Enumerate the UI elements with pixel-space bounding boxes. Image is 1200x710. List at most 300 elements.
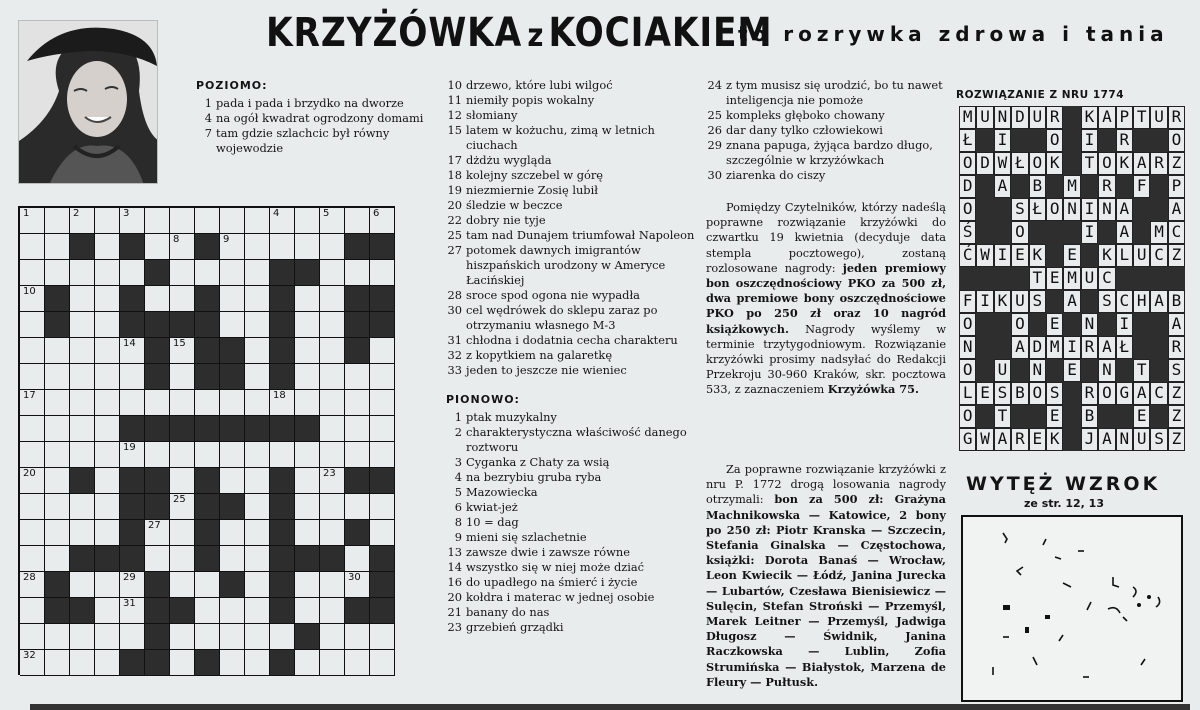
grid-cell[interactable] xyxy=(245,468,270,494)
grid-cell[interactable] xyxy=(220,442,245,468)
grid-cell[interactable] xyxy=(95,442,120,468)
grid-cell[interactable] xyxy=(295,572,320,598)
grid-cell[interactable] xyxy=(70,572,95,598)
grid-cell[interactable] xyxy=(170,442,195,468)
grid-cell[interactable] xyxy=(220,598,245,624)
grid-block xyxy=(170,312,195,338)
grid-cell[interactable] xyxy=(95,572,120,598)
cell-number: 28 xyxy=(23,572,36,583)
grid-cell[interactable] xyxy=(145,546,170,572)
solution-letter: K xyxy=(1029,244,1046,267)
grid-cell[interactable] xyxy=(45,650,70,676)
grid-block xyxy=(270,520,295,546)
grid-cell[interactable] xyxy=(245,390,270,416)
grid-cell[interactable] xyxy=(45,468,70,494)
grid-cell[interactable] xyxy=(145,520,170,546)
solution-block xyxy=(1150,405,1167,428)
grid-cell[interactable] xyxy=(220,520,245,546)
cell-number: 20 xyxy=(23,468,36,479)
grid-cell[interactable] xyxy=(220,624,245,650)
wytez-subtitle: ze str. 12, 13 xyxy=(1024,497,1104,510)
grid-cell[interactable] xyxy=(70,364,95,390)
grid-block xyxy=(195,650,220,676)
grid-cell[interactable] xyxy=(245,208,270,234)
grid-cell[interactable] xyxy=(270,234,295,260)
grid-cell[interactable] xyxy=(220,312,245,338)
grid-cell[interactable] xyxy=(120,390,145,416)
solution-letter: K xyxy=(1046,152,1063,175)
grid-cell[interactable] xyxy=(245,442,270,468)
grid-cell[interactable] xyxy=(295,598,320,624)
grid-cell[interactable] xyxy=(20,468,45,494)
grid-cell[interactable] xyxy=(120,364,145,390)
grid-cell[interactable] xyxy=(20,572,45,598)
grid-cell[interactable] xyxy=(320,650,345,676)
grid-cell[interactable] xyxy=(20,234,45,260)
grid-block xyxy=(345,286,370,312)
grid-cell[interactable] xyxy=(170,234,195,260)
grid-cell[interactable] xyxy=(95,468,120,494)
grid-block xyxy=(120,312,145,338)
grid-block xyxy=(345,598,370,624)
grid-cell[interactable] xyxy=(295,494,320,520)
solution-block xyxy=(994,267,1011,290)
grid-cell[interactable] xyxy=(95,520,120,546)
grid-cell[interactable] xyxy=(170,260,195,286)
grid-cell[interactable] xyxy=(70,338,95,364)
subtitle: to rozrywka zdrowa i tania xyxy=(738,22,1169,46)
grid-block xyxy=(145,494,170,520)
grid-cell[interactable] xyxy=(370,520,395,546)
grid-cell[interactable] xyxy=(345,390,370,416)
grid-cell[interactable] xyxy=(20,520,45,546)
solution-letter: M xyxy=(959,106,976,129)
grid-cell[interactable] xyxy=(20,624,45,650)
grid-cell[interactable] xyxy=(70,416,95,442)
grid-cell[interactable] xyxy=(20,312,45,338)
grid-cell[interactable] xyxy=(320,390,345,416)
clue-number: 7 xyxy=(204,126,212,140)
grid-block xyxy=(45,312,70,338)
grid-cell[interactable] xyxy=(320,208,345,234)
grid-cell[interactable] xyxy=(295,442,320,468)
grid-cell[interactable] xyxy=(170,208,195,234)
grid-cell[interactable] xyxy=(245,338,270,364)
grid-cell[interactable] xyxy=(45,442,70,468)
grid-cell[interactable] xyxy=(195,572,220,598)
solution-block xyxy=(1046,290,1063,313)
grid-cell[interactable] xyxy=(45,260,70,286)
grid-cell[interactable] xyxy=(70,494,95,520)
grid-cell[interactable] xyxy=(220,390,245,416)
grid-cell[interactable] xyxy=(245,494,270,520)
grid-cell[interactable] xyxy=(345,650,370,676)
grid-cell[interactable] xyxy=(20,364,45,390)
grid-block xyxy=(120,234,145,260)
grid-cell[interactable] xyxy=(345,208,370,234)
grid-cell[interactable] xyxy=(95,286,120,312)
grid-cell[interactable] xyxy=(245,520,270,546)
clue-number: 10 xyxy=(447,78,462,92)
clue-text: kołdra i materac w jednej osobie xyxy=(466,590,655,604)
solution-block xyxy=(1081,175,1098,198)
cell-number: 6 xyxy=(373,208,380,219)
grid-cell[interactable] xyxy=(295,364,320,390)
solution-letter: M xyxy=(1046,336,1063,359)
solution-block xyxy=(1098,405,1115,428)
grid-cell[interactable] xyxy=(345,624,370,650)
solution-letter: G xyxy=(1116,382,1133,405)
clue-item xyxy=(446,198,702,213)
grid-cell[interactable] xyxy=(370,364,395,390)
grid-cell[interactable] xyxy=(70,286,95,312)
solution-letter: U xyxy=(1133,428,1150,451)
solution-letter: O xyxy=(1046,129,1063,152)
grid-cell[interactable] xyxy=(70,260,95,286)
cell-number: 1 xyxy=(23,208,30,219)
grid-cell[interactable] xyxy=(45,494,70,520)
grid-cell[interactable] xyxy=(295,468,320,494)
grid-cell[interactable] xyxy=(320,416,345,442)
solution-letter: N xyxy=(1081,313,1098,336)
grid-cell[interactable] xyxy=(20,546,45,572)
grid-cell[interactable] xyxy=(245,624,270,650)
grid-cell[interactable] xyxy=(195,624,220,650)
clue-item xyxy=(446,515,702,530)
clue-number: 20 xyxy=(447,590,462,604)
grid-cell[interactable] xyxy=(245,572,270,598)
grid-block xyxy=(295,260,320,286)
clue-item xyxy=(446,93,702,108)
clue-item xyxy=(446,500,702,515)
clue-item xyxy=(706,78,946,108)
grid-cell[interactable] xyxy=(295,338,320,364)
solution-letter: L xyxy=(1116,244,1133,267)
grid-cell[interactable] xyxy=(370,260,395,286)
grid-block xyxy=(345,520,370,546)
clue-text: drzewo, które lubi wilgoć xyxy=(466,78,613,92)
solution-block xyxy=(1063,382,1080,405)
grid-cell[interactable] xyxy=(45,208,70,234)
grid-cell[interactable] xyxy=(170,338,195,364)
clue-number: 5 xyxy=(454,485,462,499)
clue-text: śledzie w beczce xyxy=(466,198,563,212)
grid-cell[interactable] xyxy=(20,416,45,442)
grid-cell[interactable] xyxy=(320,286,345,312)
solution-block xyxy=(1150,175,1167,198)
cell-number: 5 xyxy=(323,208,330,219)
grid-cell[interactable] xyxy=(70,520,95,546)
solution-letter: I xyxy=(994,129,1011,152)
grid-cell[interactable] xyxy=(245,260,270,286)
grid-cell[interactable] xyxy=(295,312,320,338)
grid-cell[interactable] xyxy=(170,520,195,546)
grid-cell[interactable] xyxy=(145,286,170,312)
solution-letter: K xyxy=(1081,106,1098,129)
grid-block xyxy=(120,416,145,442)
grid-cell[interactable] xyxy=(195,208,220,234)
grid-cell[interactable] xyxy=(220,208,245,234)
grid-cell[interactable] xyxy=(370,624,395,650)
grid-cell[interactable] xyxy=(145,208,170,234)
solution-letter: A xyxy=(1150,290,1167,313)
clue-text: Cyganka z Chaty za wsią xyxy=(466,455,610,469)
grid-cell[interactable] xyxy=(370,208,395,234)
clue-item xyxy=(446,470,702,485)
solution-letter: A xyxy=(994,428,1011,451)
solution-letter: P xyxy=(1116,106,1133,129)
grid-cell[interactable] xyxy=(320,364,345,390)
grid-cell[interactable] xyxy=(245,650,270,676)
grid-cell[interactable] xyxy=(220,260,245,286)
grid-cell[interactable] xyxy=(270,208,295,234)
grid-cell[interactable] xyxy=(120,624,145,650)
solution-letter: Ł xyxy=(959,129,976,152)
grid-cell[interactable] xyxy=(370,442,395,468)
solution-block xyxy=(1011,359,1028,382)
clue-text: do upadłego na śmierć i życie xyxy=(466,575,638,589)
grid-cell[interactable] xyxy=(320,442,345,468)
grid-cell[interactable] xyxy=(370,494,395,520)
grid-cell[interactable] xyxy=(245,234,270,260)
solution-letter: A xyxy=(1011,336,1028,359)
clue-number: 24 xyxy=(707,78,722,92)
grid-cell[interactable] xyxy=(345,416,370,442)
grid-cell[interactable] xyxy=(245,312,270,338)
grid-block xyxy=(320,546,345,572)
clue-number: 1 xyxy=(454,410,462,424)
grid-cell[interactable] xyxy=(220,546,245,572)
solution-letter: K xyxy=(1098,244,1115,267)
clue-item xyxy=(446,575,702,590)
grid-cell[interactable] xyxy=(120,208,145,234)
grid-cell[interactable] xyxy=(45,624,70,650)
solution-letter: A xyxy=(1133,382,1150,405)
grid-cell[interactable] xyxy=(295,208,320,234)
grid-cell[interactable] xyxy=(20,494,45,520)
grid-cell[interactable] xyxy=(95,260,120,286)
grid-cell[interactable] xyxy=(95,390,120,416)
grid-cell[interactable] xyxy=(345,572,370,598)
grid-cell[interactable] xyxy=(145,234,170,260)
grid-cell[interactable] xyxy=(20,390,45,416)
grid-block xyxy=(270,494,295,520)
grid-cell[interactable] xyxy=(20,598,45,624)
grid-cell[interactable] xyxy=(95,624,120,650)
grid-cell[interactable] xyxy=(295,650,320,676)
solution-letter: L xyxy=(959,382,976,405)
clue-number: 15 xyxy=(447,123,462,137)
grid-cell[interactable] xyxy=(170,572,195,598)
grid-cell[interactable] xyxy=(320,312,345,338)
solution-block xyxy=(1011,405,1028,428)
grid-cell[interactable] xyxy=(45,364,70,390)
grid-cell[interactable] xyxy=(95,598,120,624)
grid-cell[interactable] xyxy=(120,442,145,468)
grid-cell[interactable] xyxy=(320,338,345,364)
grid-cell[interactable] xyxy=(345,442,370,468)
grid-cell[interactable] xyxy=(195,442,220,468)
solution-letter: I xyxy=(994,244,1011,267)
grid-cell[interactable] xyxy=(95,234,120,260)
grid-cell[interactable] xyxy=(345,260,370,286)
grid-block xyxy=(345,338,370,364)
grid-block xyxy=(195,234,220,260)
grid-cell[interactable] xyxy=(95,338,120,364)
grid-cell[interactable] xyxy=(95,364,120,390)
grid-cell[interactable] xyxy=(45,338,70,364)
solution-letter: B xyxy=(1029,175,1046,198)
grid-cell[interactable] xyxy=(345,546,370,572)
grid-cell[interactable] xyxy=(120,572,145,598)
grid-cell[interactable] xyxy=(20,650,45,676)
grid-cell[interactable] xyxy=(295,520,320,546)
clue-text: tam gdzie szlachcic był równy wojewodzie xyxy=(216,126,390,155)
grid-cell[interactable] xyxy=(220,468,245,494)
solution-letter: E xyxy=(1011,244,1028,267)
crossword-grid xyxy=(18,206,395,675)
grid-cell[interactable] xyxy=(170,624,195,650)
grid-cell[interactable] xyxy=(95,416,120,442)
grid-cell[interactable] xyxy=(170,468,195,494)
clue-item xyxy=(196,96,442,111)
grid-cell[interactable] xyxy=(220,234,245,260)
solution-block xyxy=(1029,129,1046,152)
grid-cell[interactable] xyxy=(45,234,70,260)
grid-cell[interactable] xyxy=(45,546,70,572)
grid-cell[interactable] xyxy=(20,338,45,364)
clue-text: grzebień grządki xyxy=(466,620,564,634)
grid-cell[interactable] xyxy=(220,650,245,676)
clue-text: potomek dawnych imigrantów hiszpańskich urodzony w Ameryce Łacińskiej xyxy=(466,243,666,287)
grid-cell[interactable] xyxy=(170,390,195,416)
grid-block xyxy=(345,234,370,260)
grid-cell[interactable] xyxy=(370,650,395,676)
grid-cell[interactable] xyxy=(120,338,145,364)
grid-cell[interactable] xyxy=(95,312,120,338)
grid-cell[interactable] xyxy=(295,234,320,260)
grid-cell[interactable] xyxy=(370,416,395,442)
clue-text: latem w kożuchu, zimą w letnich ciuchach xyxy=(466,123,655,152)
solution-letter: A xyxy=(1098,336,1115,359)
cell-number: 15 xyxy=(173,338,186,349)
grid-cell[interactable] xyxy=(70,650,95,676)
grid-cell[interactable] xyxy=(170,546,195,572)
solution-block xyxy=(976,313,993,336)
grid-block xyxy=(370,312,395,338)
grid-cell[interactable] xyxy=(320,260,345,286)
grid-block xyxy=(270,650,295,676)
grid-block xyxy=(145,312,170,338)
grid-cell[interactable] xyxy=(320,494,345,520)
grid-cell[interactable] xyxy=(220,286,245,312)
grid-cell[interactable] xyxy=(95,650,120,676)
clue-text: tam nad Dunajem triumfował Napoleon xyxy=(466,228,695,242)
grid-cell[interactable] xyxy=(370,338,395,364)
solution-letter: U xyxy=(1150,106,1167,129)
grid-cell[interactable] xyxy=(270,624,295,650)
solution-letter: I xyxy=(1063,336,1080,359)
grid-cell[interactable] xyxy=(20,208,45,234)
grid-cell[interactable] xyxy=(120,260,145,286)
grid-cell[interactable] xyxy=(320,468,345,494)
clue-item xyxy=(446,590,702,605)
grid-block xyxy=(270,572,295,598)
cell-number: 30 xyxy=(348,572,361,583)
grid-cell[interactable] xyxy=(320,624,345,650)
grid-cell[interactable] xyxy=(145,442,170,468)
grid-cell[interactable] xyxy=(295,286,320,312)
clue-item xyxy=(446,108,702,123)
grid-cell[interactable] xyxy=(45,520,70,546)
grid-cell[interactable] xyxy=(320,572,345,598)
grid-block xyxy=(370,546,395,572)
grid-cell[interactable] xyxy=(70,312,95,338)
grid-cell[interactable] xyxy=(45,390,70,416)
grid-cell[interactable] xyxy=(245,286,270,312)
grid-block xyxy=(45,286,70,312)
grid-cell[interactable] xyxy=(295,390,320,416)
grid-cell[interactable] xyxy=(70,390,95,416)
grid-cell[interactable] xyxy=(170,364,195,390)
clue-item xyxy=(196,111,442,126)
grid-cell[interactable] xyxy=(245,546,270,572)
solution-block xyxy=(959,267,976,290)
clue-item xyxy=(446,333,702,348)
grid-cell[interactable] xyxy=(170,494,195,520)
solution-block xyxy=(1116,359,1133,382)
grid-cell[interactable] xyxy=(195,260,220,286)
grid-cell[interactable] xyxy=(370,390,395,416)
solution-letter: C xyxy=(1098,267,1115,290)
grid-cell[interactable] xyxy=(245,364,270,390)
grid-cell[interactable] xyxy=(170,650,195,676)
grid-cell[interactable] xyxy=(270,442,295,468)
grid-cell[interactable] xyxy=(120,598,145,624)
grid-cell[interactable] xyxy=(70,442,95,468)
grid-cell[interactable] xyxy=(345,494,370,520)
clue-text: kwiat-jeż xyxy=(466,500,518,514)
grid-cell[interactable] xyxy=(320,234,345,260)
clue-item xyxy=(446,530,702,545)
clue-column-right xyxy=(706,78,946,183)
solution-block xyxy=(976,405,993,428)
grid-cell[interactable] xyxy=(95,208,120,234)
grid-cell[interactable] xyxy=(195,598,220,624)
solution-letter: O xyxy=(959,198,976,221)
cell-number: 23 xyxy=(323,468,336,479)
grid-cell[interactable] xyxy=(95,494,120,520)
cell-number: 17 xyxy=(23,390,36,401)
grid-cell[interactable] xyxy=(270,390,295,416)
grid-cell[interactable] xyxy=(320,520,345,546)
grid-cell[interactable] xyxy=(345,364,370,390)
grid-cell[interactable] xyxy=(70,624,95,650)
grid-cell[interactable] xyxy=(320,598,345,624)
grid-block xyxy=(45,572,70,598)
grid-cell[interactable] xyxy=(20,442,45,468)
grid-cell[interactable] xyxy=(70,208,95,234)
grid-cell[interactable] xyxy=(195,390,220,416)
grid-cell[interactable] xyxy=(45,416,70,442)
solution-letter: U xyxy=(994,359,1011,382)
grid-cell[interactable] xyxy=(170,286,195,312)
wytez-title: WYTĘŻ WZROK xyxy=(966,473,1161,495)
grid-cell[interactable] xyxy=(20,286,45,312)
grid-cell[interactable] xyxy=(245,598,270,624)
grid-cell[interactable] xyxy=(20,260,45,286)
grid-cell[interactable] xyxy=(145,390,170,416)
